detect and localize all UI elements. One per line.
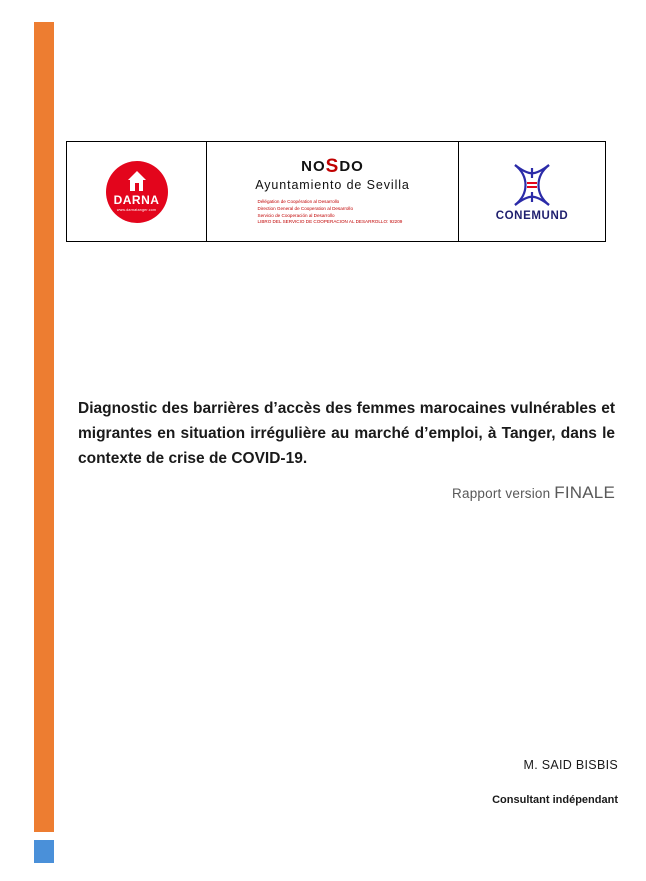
conemund-label: CONEMUND [495, 209, 569, 222]
nosdo-s: S [325, 156, 340, 178]
subtitle-emphasis: FINALE [554, 483, 615, 503]
nosdo-post: DO [339, 158, 364, 176]
sevilla-line-4: LIBRO DEL SERVICIO DE COOPERACION AL DESARROLLO: 92209 [257, 219, 403, 225]
house-body-icon [130, 180, 143, 191]
subtitle-prefix: Rapport version [452, 486, 555, 502]
logo-band [66, 141, 606, 242]
title-block [78, 396, 615, 503]
author-block [198, 758, 618, 806]
logo-conemund [459, 142, 605, 241]
left-accent-bar-blue [34, 840, 54, 863]
sevilla-line-3: Servicio de Cooperación al Desarrollo [257, 212, 335, 218]
sevilla-institution: Ayuntamiento de Sevilla [255, 178, 410, 193]
author-role: Consultant indépendant [492, 794, 618, 806]
darna-label: DARNA [113, 193, 160, 207]
logo-darna [67, 142, 207, 241]
nosdo-wordmark [301, 157, 364, 176]
document-title: Diagnostic des barrières d’accès des femmes marocaines vulnérables et migrantes en situation irrégulière au marché d’emploi, à Tanger, dans le contexte de crise de COVID-19. [78, 400, 615, 468]
left-accent-bar-orange [34, 22, 54, 832]
sevilla-department-lines [258, 199, 408, 225]
nosdo-pre: NO [301, 158, 326, 176]
sevilla-line-1: Délégation de Coopération al Desarrollo [257, 199, 340, 205]
document-subtitle [78, 483, 615, 503]
darna-url: www.darnatanger.com [116, 208, 157, 212]
house-icon [128, 171, 146, 180]
author-name: M. SAID BISBIS [523, 758, 618, 772]
sevilla-line-2: Direction General de Cooperation al Desarrollo [257, 205, 353, 211]
darna-circle [106, 161, 168, 223]
logo-sevilla [207, 142, 459, 241]
conemund-mark-icon [505, 162, 559, 208]
